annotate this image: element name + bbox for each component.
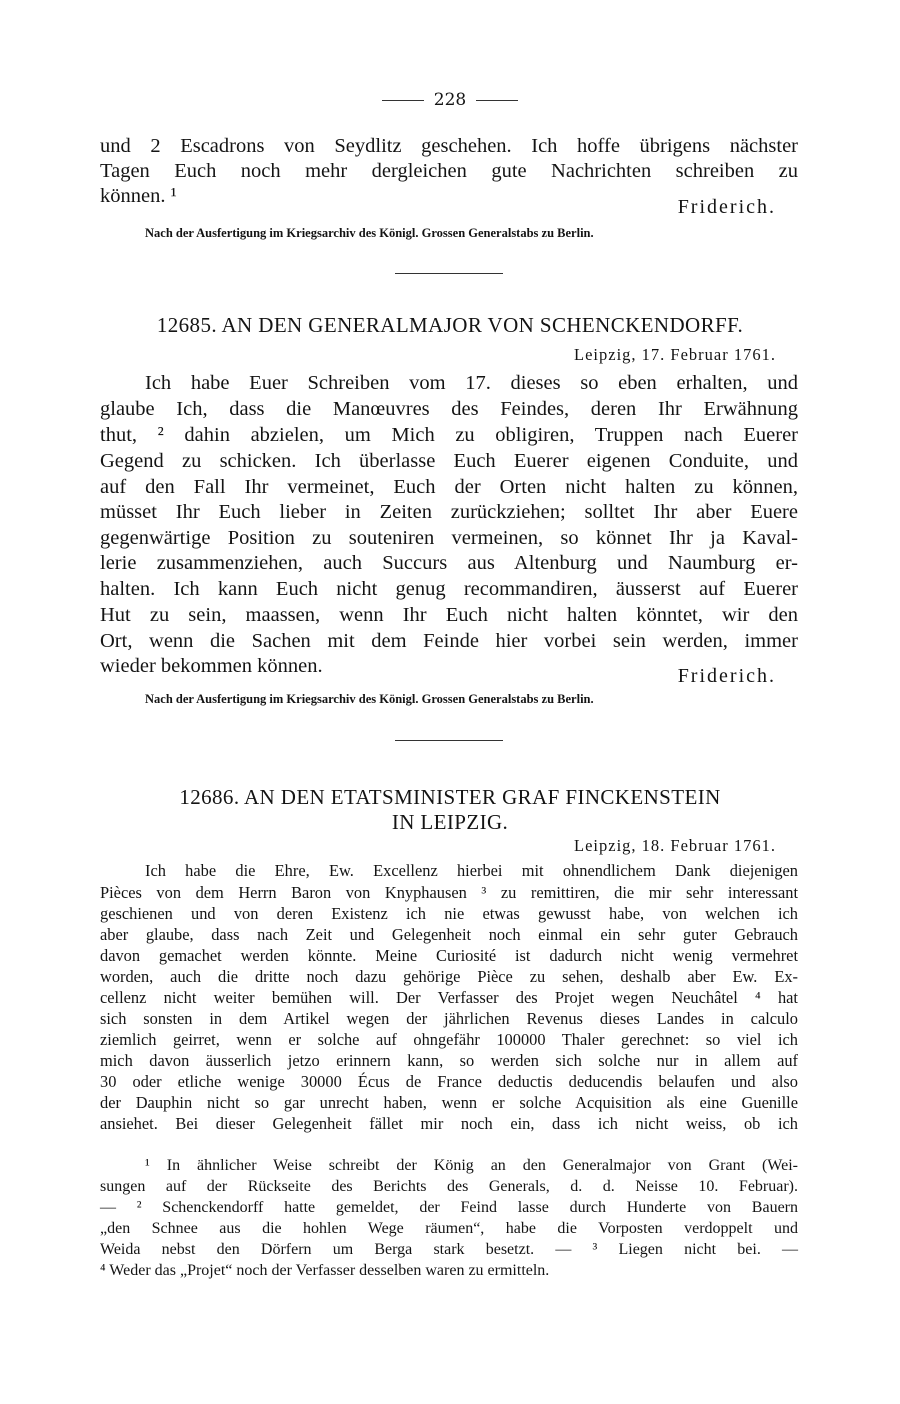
text-line: Gegend zu schicken. Ich überlasse Euch Euerer eigenen Conduite, und (100, 450, 798, 472)
text-line: Pièces von dem Herrn Baron von Knyphausen ³ zu remittiren, die mir sehr interessant (100, 883, 798, 902)
footnote-line: ¹ In ähnlicher Weise schreibt der König an den Generalmajor von Grant (Wei- (145, 1157, 798, 1174)
text-line: geschienen und von deren Existenz ich nie etwas gewusst habe, von welchen ich (100, 904, 798, 923)
signature: Friderich. (677, 665, 776, 687)
source-note: Nach der Ausfertigung im Kriegsarchiv des Königl. Grossen Generalstabs zu Berlin. (145, 692, 594, 706)
text-line: lerie zusammenziehen, auch Succurs aus Altenburg und Naumburg er- (100, 552, 798, 574)
text-line: Ich habe Euer Schreiben vom 17. dieses so eben erhalten, und (145, 372, 798, 394)
text-line: sich sonsten in dem Artikel wegen der jährlichen Revenus dieses Landes in calculo (100, 1009, 798, 1028)
text-line: thut, ² dahin abzielen, um Mich zu obligiren, Truppen nach Euerer (100, 424, 798, 446)
text-line-last: wieder bekommen können. (100, 655, 323, 677)
text-line: Tagen Euch noch mehr dergleichen gute Nachrichten schreiben zu (100, 160, 798, 182)
text-line: worden, auch die dritte noch dazu gehörige Pièce zu sehen, deshalb aber Ew. Ex- (100, 967, 798, 986)
source-note: Nach der Ausfertigung im Kriegsarchiv des Königl. Grossen Generalstabs zu Berlin. (145, 226, 594, 240)
page-number-text: 228 (433, 90, 467, 110)
text-line: mich davon äusserlich jetzo erinnern kann, so werden sich solche nur in allem auf (100, 1051, 798, 1070)
text-line: auf den Fall Ihr vermeinet, Euch der Orten nicht halten zu können, (100, 476, 798, 498)
text-line: davon gemachet werden könnte. Meine Curiosité ist dadurch nicht wenig vermehret (100, 946, 798, 965)
text-line-last: können. ¹ (100, 185, 177, 207)
footnote-line: Weida nebst den Dörfern um Berga stark besetzt. — ³ Liegen nicht bei. — (100, 1241, 798, 1258)
text-line: cellenz nicht weiter bemühen will. Der Verfasser des Projet wegen Neuchâtel ⁴ hat (100, 988, 798, 1007)
footnote-line-last: ⁴ Weder das „Projet“ noch der Verfasser desselben waren zu ermitteln. (100, 1262, 550, 1279)
text-line: halten. Ich kann Euch nicht genug recommandiren, äusserst auf Euerer (100, 578, 798, 600)
text-line: ansiehet. Bei dieser Gelegenheit fället mir noch ein, dass ich nicht weiss, ob ich (100, 1114, 798, 1133)
dateline: Leipzig, 18. Februar 1761. (574, 836, 776, 855)
text-line: aber glaube, dass nach Zeit und Gelegenheit noch einmal ein sehr guter Gebrauch (100, 925, 798, 944)
letter-heading-continued: IN LEIPZIG. (391, 810, 509, 834)
text-line: und 2 Escadrons von Seydlitz geschehen. Ich hoffe übrigens nächster (100, 135, 798, 157)
text-line: Ich habe die Ehre, Ew. Excellenz hierbei mit ohnendlichem Dank diejenigen (145, 861, 798, 880)
signature: Friderich. (677, 196, 776, 218)
text-line: der Dauphin nicht so gar unrecht haben, wenn er solche Acquisition als eine Guenille (100, 1093, 798, 1112)
page-number-left-dash (382, 100, 424, 101)
page-number-right-dash (476, 100, 518, 101)
letter-heading: 12686. AN DEN ETATSMINISTER GRAF FINCKENSTEIN (179, 785, 721, 809)
text-line: 30 oder etliche wenige 30000 Écus de France deductis deducendis belaufen und also (100, 1072, 798, 1091)
text-line: Hut zu sein, maassen, wenn Ihr Euch nicht halten könntet, wir den (100, 604, 798, 626)
section-divider (395, 740, 503, 741)
footnote-line: „den Schnee aus die hohlen Wege räumen“, habe die Vorposten verdoppelt und (100, 1220, 798, 1237)
text-line: Ort, wenn die Sachen mit dem Feinde hier vorbei sein werden, immer (100, 630, 798, 652)
letter-heading: 12685. AN DEN GENERALMAJOR VON SCHENCKENDORFF. (156, 313, 744, 337)
dateline: Leipzig, 17. Februar 1761. (574, 345, 776, 364)
footnote-line: sungen auf der Rückseite des Berichts des Generals, d. d. Neisse 10. Februar). (100, 1178, 798, 1195)
text-line: ziemlich geirret, wenn er solche auf ohngefähr 100000 Thaler gerechnet: so viel ich (100, 1030, 798, 1049)
text-line: glaube Ich, dass die Manœuvres des Feindes, deren Ihr Erwähnung (100, 398, 798, 420)
section-divider (395, 273, 503, 274)
text-line: müsset Ihr Euch lieber in Zeiten zurückziehen; solltet Ihr aber Euere (100, 501, 798, 523)
footnote-line: — ² Schenckendorff hatte gemeldet, der Feind lasse durch Hunderte von Bauern (100, 1199, 798, 1216)
page-number (0, 90, 900, 110)
text-line: gegenwärtige Position zu souteniren vermeinen, so könnet Ihr ja Kaval- (100, 527, 798, 549)
